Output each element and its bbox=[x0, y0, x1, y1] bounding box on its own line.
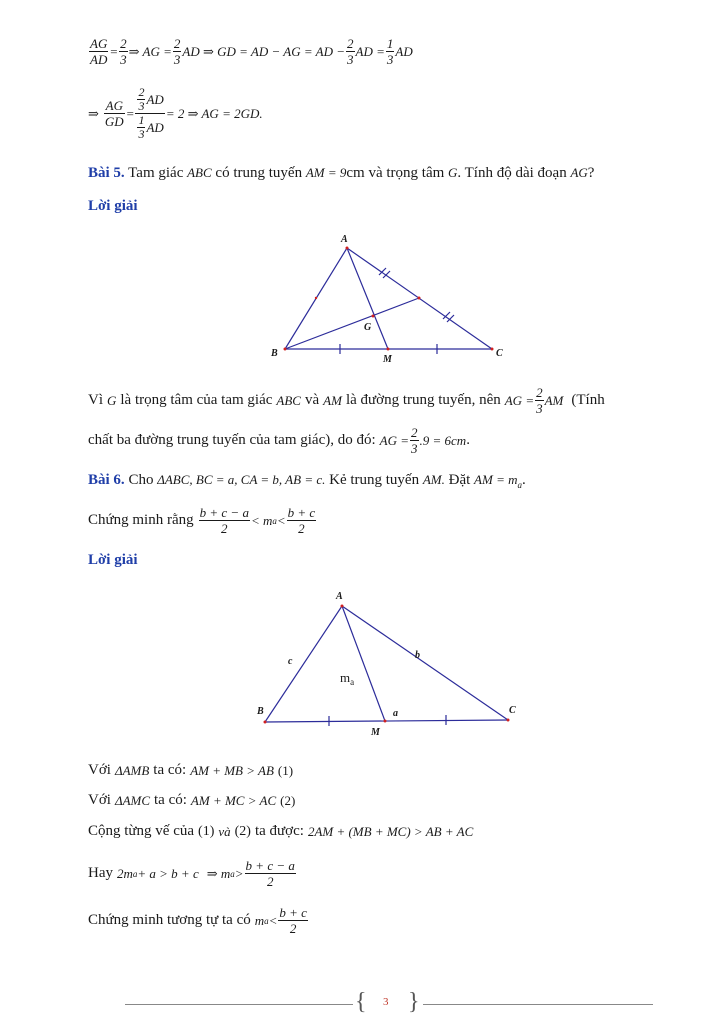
compound-fraction: $\frac{2}{3}$ AD $\frac{1}{3}$ AD bbox=[135, 86, 164, 141]
prove-statement: Chứng minh rằng $\frac{b + c - a}{2}$ < m a < $\frac{b + c}{2}$ bbox=[88, 505, 316, 536]
step-3: Cộng từng vế của (1) và (2) ta được: 2AM + (MB + MC) > AB + AC bbox=[88, 823, 474, 839]
fraction: $\frac{1}{3}$ bbox=[386, 36, 394, 67]
vertex-c-label: C bbox=[496, 348, 503, 359]
fraction: $\frac{2}{3}$ bbox=[120, 36, 127, 67]
centroid-g-label: G bbox=[364, 322, 372, 333]
side-ab bbox=[265, 606, 342, 722]
fraction: $\frac{2}{3}$ bbox=[173, 36, 181, 67]
footer-brace-right: } bbox=[408, 989, 420, 1015]
problem-label: Bài 5. bbox=[88, 165, 125, 181]
side-c-label: c bbox=[288, 656, 293, 667]
vertex-a-label: A bbox=[341, 234, 348, 245]
page-number: 3 bbox=[383, 996, 389, 1008]
problem-6: Bài 6. Cho ΔABC, BC = a, CA = b, AB = c. Kẻ trung tuyến AM. Đặt AM = $m_a$. bbox=[88, 472, 526, 490]
step-4: Hay 2m a + a > b + c ⇒ m a > $\frac{b + c - a}{2}$ bbox=[88, 858, 295, 889]
step-5: Chứng minh tương tự ta có m a < $\frac{b + c}{2}$ bbox=[88, 905, 307, 936]
footer-rule-right bbox=[423, 1004, 653, 1005]
fraction: $\frac{2}{3}$ bbox=[347, 36, 354, 67]
vertex-b-label: B bbox=[257, 706, 264, 717]
triangle-figure-2 bbox=[250, 585, 530, 745]
side-ac bbox=[342, 606, 508, 720]
median-am bbox=[342, 606, 385, 721]
median-am bbox=[347, 248, 388, 349]
equation-line-2: ⇒ $\frac{AG}{GD}$ = $\frac{2}{3}$ AD $\frac{1}{3}$ AD = 2 ⇒ AG = 2GD. bbox=[88, 85, 263, 141]
step-1: Với ΔAMB ta có: AM + MB > AB (1) bbox=[88, 762, 294, 778]
vertex-c-label: C bbox=[509, 705, 516, 716]
solution-heading: Lời giải bbox=[88, 198, 138, 214]
side-a-label: a bbox=[393, 708, 398, 719]
vertex-a-label: A bbox=[336, 591, 343, 602]
vertex-b-label: B bbox=[271, 348, 278, 359]
step-2: Với ΔAMC ta có: AM + MC > AC (2) bbox=[88, 792, 296, 808]
problem-5: Bài 5. Tam giác ABC có trung tuyến AM = 9cm và trọng tâm G. Tính độ dài đoạn AG? bbox=[88, 165, 595, 181]
equation-line-1: $\frac{AG}{AD}$ = $\frac{2}{3}$ ⇒ AG = $\frac{2}{3}$ AD ⇒ GD = AD − AG = AD − $\frac{2}{3}$ AD = $\frac{1}{3}$ AD bbox=[90, 36, 413, 67]
side-b-label: b bbox=[415, 650, 420, 661]
footer-brace-left: { bbox=[355, 989, 367, 1015]
midpoint-m-label: M bbox=[383, 354, 392, 365]
triangle-figure-1 bbox=[260, 228, 520, 368]
midpoint-m-label: M bbox=[371, 727, 380, 738]
fraction: $\frac{AG}{AD}$ bbox=[90, 36, 108, 67]
solution-heading: Lời giải bbox=[88, 552, 138, 568]
explanation-line-2: chất ba đường trung tuyến của tam giác), do đó: AG = $\frac{2}{3}$ .9 = 6cm . bbox=[88, 425, 470, 456]
fraction: $\frac{AG}{GD}$ bbox=[104, 98, 124, 129]
explanation-line-1: Vì G là trọng tâm của tam giác ABC và AM là đường trung tuyến, nên AG = $\frac{2}{3}$ AM (Tính bbox=[88, 385, 605, 416]
footer-rule-left bbox=[125, 1004, 353, 1005]
median-from-b bbox=[285, 298, 419, 349]
median-ma-label: $m_a$ bbox=[340, 670, 355, 687]
problem-label: Bài 6. bbox=[88, 472, 125, 488]
